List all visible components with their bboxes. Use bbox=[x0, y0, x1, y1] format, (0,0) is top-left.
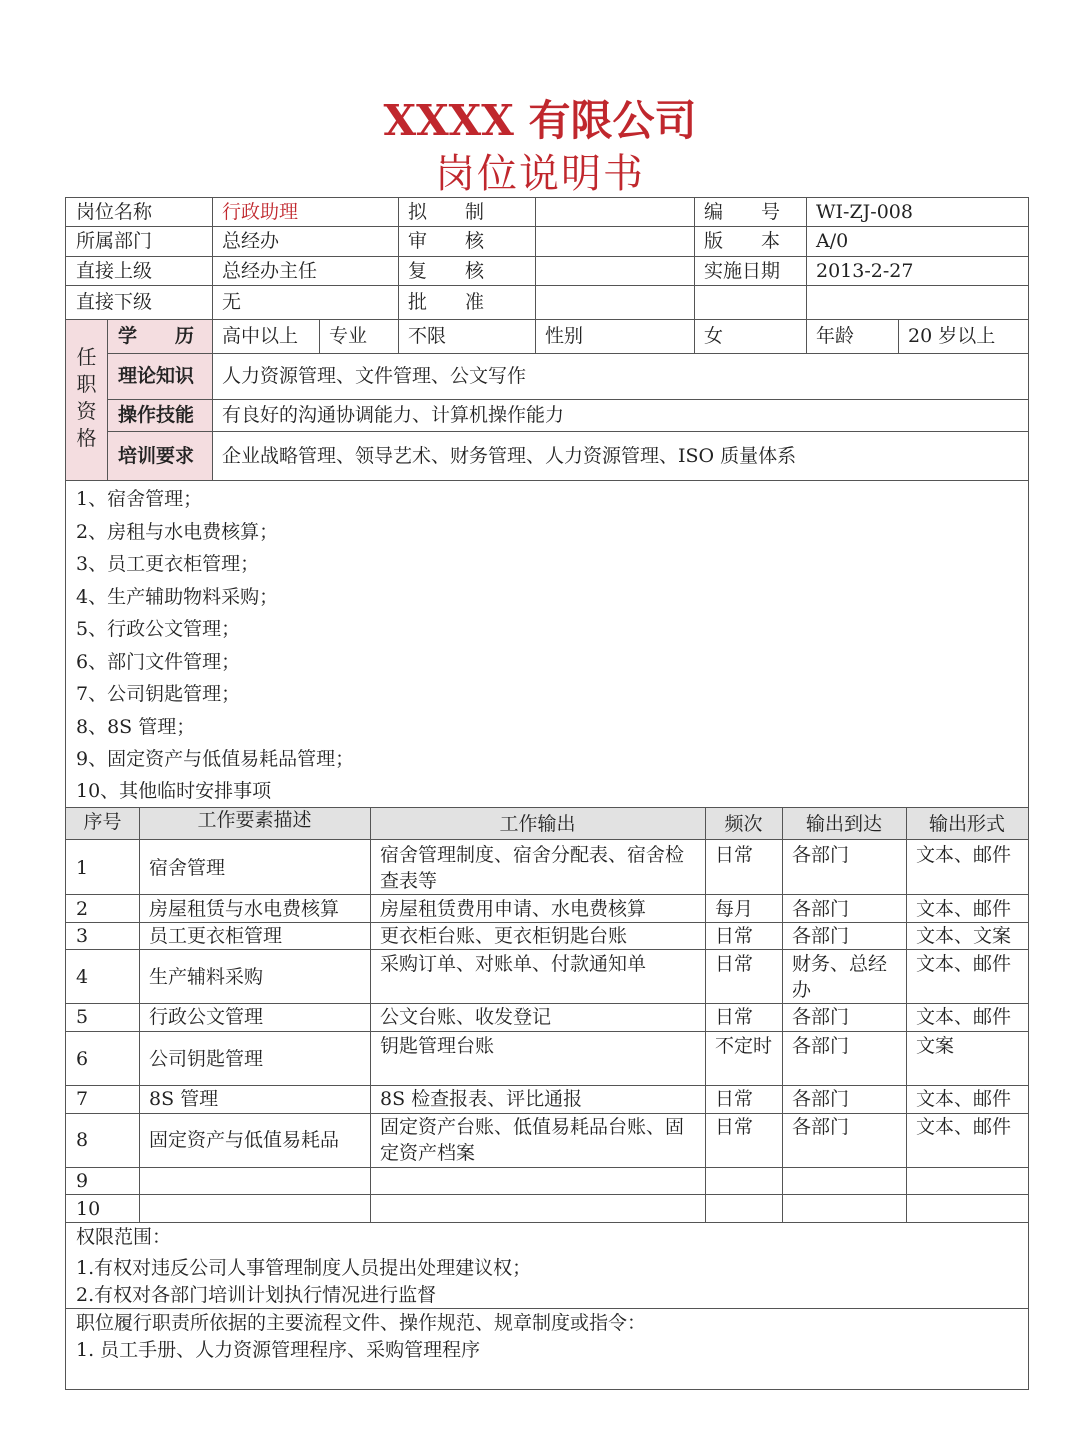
reviewer-label: 审 核 bbox=[408, 230, 485, 252]
table-row-destination: 各部门 bbox=[792, 1116, 850, 1138]
table-row-frequency: 不定时 bbox=[715, 1035, 773, 1057]
table-row-frequency: 日常 bbox=[715, 925, 754, 947]
education-label: 学 历 bbox=[118, 325, 195, 347]
table-row-number: 6 bbox=[76, 1048, 89, 1070]
basis-item: 1. 员工手册、人力资源管理程序、采购管理程序 bbox=[76, 1339, 481, 1361]
table-row-format: 文本、邮件 bbox=[916, 1088, 1012, 1110]
doc-number-label: 编 号 bbox=[704, 201, 781, 223]
gender-value: 女 bbox=[704, 325, 724, 347]
table-row-frequency: 日常 bbox=[715, 844, 754, 866]
table-row-destination: 各部门 bbox=[792, 925, 850, 947]
duty-item: 5、行政公文管理； bbox=[76, 618, 241, 640]
group-char-4: 格 bbox=[76, 426, 97, 450]
supervisor-label: 直接上级 bbox=[76, 260, 153, 282]
effective-date-value: 2013-2-27 bbox=[816, 260, 914, 282]
skills-label: 操作技能 bbox=[118, 404, 195, 426]
table-row-output: 采购订单、对账单、付款通知单 bbox=[380, 953, 647, 975]
table-row-number: 2 bbox=[76, 898, 89, 920]
table-row-destination: 财务、总经办 bbox=[792, 953, 888, 1001]
table-row-number: 7 bbox=[76, 1088, 89, 1110]
education-value: 高中以上 bbox=[222, 325, 299, 347]
table-row-description: 宿舍管理 bbox=[149, 857, 226, 879]
duty-item: 8、8S 管理； bbox=[76, 716, 196, 738]
col-header-number: 序号 bbox=[83, 811, 122, 833]
group-char-1: 任 bbox=[76, 345, 97, 369]
subordinate-label: 直接下级 bbox=[76, 291, 153, 313]
supervisor-value: 总经办主任 bbox=[222, 260, 318, 282]
authority-item: 1.有权对违反公司人事管理制度人员提出处理建议权； bbox=[76, 1257, 532, 1279]
authority-title: 权限范围： bbox=[76, 1226, 172, 1248]
table-row-number: 9 bbox=[76, 1170, 89, 1192]
table-row-description: 房屋租赁与水电费核算 bbox=[149, 898, 340, 920]
company-name: XXXX 有限公司 bbox=[383, 96, 697, 145]
table-row-number: 5 bbox=[76, 1006, 89, 1028]
major-label: 专业 bbox=[329, 325, 368, 347]
table-row-format: 文本、文案 bbox=[916, 925, 1012, 947]
authority-item: 2.有权对各部门培训计划执行情况进行监督 bbox=[76, 1284, 437, 1306]
table-row-format: 文本、邮件 bbox=[916, 953, 1012, 975]
table-row-destination: 各部门 bbox=[792, 898, 850, 920]
col-header-description: 工作要素描述 bbox=[197, 809, 312, 831]
table-row-description: 固定资产与低值易耗品 bbox=[149, 1129, 340, 1151]
table-row-output: 更衣柜台账、更衣柜钥匙台账 bbox=[380, 925, 628, 947]
table-row-description: 员工更衣柜管理 bbox=[149, 925, 283, 947]
table-row-frequency: 日常 bbox=[715, 1006, 754, 1028]
duty-item: 7、公司钥匙管理； bbox=[76, 683, 241, 705]
approver-label: 批 准 bbox=[408, 291, 485, 313]
training-value: 企业战略管理、领导艺术、财务管理、人力资源管理、ISO 质量体系 bbox=[222, 445, 797, 467]
table-row-format: 文案 bbox=[916, 1035, 955, 1057]
age-value: 20 岁以上 bbox=[908, 325, 996, 347]
table-row-output: 钥匙管理台账 bbox=[380, 1035, 495, 1057]
table-row-number: 3 bbox=[76, 925, 89, 947]
duty-item: 4、生产辅助物料采购； bbox=[76, 586, 279, 608]
version-value: A/0 bbox=[816, 230, 849, 252]
version-label: 版 本 bbox=[704, 230, 781, 252]
table-row-format: 文本、邮件 bbox=[916, 898, 1012, 920]
table-row-destination: 各部门 bbox=[792, 1088, 850, 1110]
table-row-description: 8S 管理 bbox=[149, 1088, 219, 1110]
col-header-output: 工作输出 bbox=[499, 813, 576, 835]
table-row-format: 文本、邮件 bbox=[916, 1006, 1012, 1028]
table-row-format: 文本、邮件 bbox=[916, 1116, 1012, 1138]
table-row-frequency: 日常 bbox=[715, 953, 754, 975]
table-row-output: 8S 检查报表、评比通报 bbox=[380, 1088, 583, 1110]
table-row-destination: 各部门 bbox=[792, 844, 850, 866]
qualification-group-label bbox=[66, 344, 107, 452]
table-row-output: 房屋租赁费用申请、水电费核算 bbox=[380, 898, 647, 920]
gender-label: 性别 bbox=[545, 325, 584, 347]
basis-title: 职位履行职责所依据的主要流程文件、操作规范、规章制度或指令： bbox=[76, 1312, 647, 1334]
job-title-value: 行政助理 bbox=[222, 201, 299, 223]
major-value: 不限 bbox=[408, 325, 447, 347]
duty-item: 3、员工更衣柜管理； bbox=[76, 553, 260, 575]
table-row-output: 固定资产台账、低值易耗品台账、固定资产档案 bbox=[380, 1116, 685, 1164]
skills-value: 有良好的沟通协调能力、计算机操作能力 bbox=[222, 404, 565, 426]
recheck-label: 复 核 bbox=[408, 260, 485, 282]
table-row-frequency: 日常 bbox=[715, 1116, 754, 1138]
training-label: 培训要求 bbox=[118, 445, 195, 467]
knowledge-value: 人力资源管理、文件管理、公文写作 bbox=[222, 365, 527, 387]
doc-number-value: WI-ZJ-008 bbox=[816, 201, 913, 223]
group-char-3: 资 bbox=[76, 399, 97, 423]
col-header-format: 输出形式 bbox=[928, 813, 1005, 835]
table-row-output: 宿舍管理制度、宿舍分配表、宿舍检查表等 bbox=[380, 844, 685, 892]
duty-item: 6、部门文件管理； bbox=[76, 651, 241, 673]
knowledge-label: 理论知识 bbox=[118, 365, 195, 387]
table-row-frequency: 每月 bbox=[715, 898, 754, 920]
table-row-number: 8 bbox=[76, 1129, 89, 1151]
table-row-destination: 各部门 bbox=[792, 1035, 850, 1057]
duty-item: 2、房租与水电费核算； bbox=[76, 521, 279, 543]
effective-date-label: 实施日期 bbox=[704, 260, 781, 282]
duty-item: 9、固定资产与低值易耗品管理； bbox=[76, 748, 355, 770]
table-row-description: 生产辅料采购 bbox=[149, 966, 264, 988]
subordinate-value: 无 bbox=[222, 291, 242, 313]
col-header-destination: 输出到达 bbox=[805, 813, 882, 835]
department-label: 所属部门 bbox=[76, 230, 153, 252]
job-title-label: 岗位名称 bbox=[76, 201, 153, 223]
table-row-frequency: 日常 bbox=[715, 1088, 754, 1110]
table-row-description: 公司钥匙管理 bbox=[149, 1048, 264, 1070]
drafter-label: 拟 制 bbox=[408, 201, 485, 223]
table-row-format: 文本、邮件 bbox=[916, 844, 1012, 866]
table-row-number: 4 bbox=[76, 966, 89, 988]
duty-item: 10、其他临时安排事项 bbox=[76, 780, 272, 802]
table-row-number: 1 bbox=[76, 857, 89, 879]
table-row-number: 10 bbox=[76, 1198, 101, 1220]
department-value: 总经办 bbox=[222, 230, 280, 252]
table-row-description: 行政公文管理 bbox=[149, 1006, 264, 1028]
group-char-2: 职 bbox=[76, 372, 97, 396]
duty-item: 1、宿舍管理； bbox=[76, 488, 203, 510]
age-label: 年龄 bbox=[816, 325, 855, 347]
document-title: 岗位说明书 bbox=[435, 151, 645, 197]
col-header-frequency: 频次 bbox=[724, 813, 763, 835]
table-row-output: 公文台账、收发登记 bbox=[380, 1006, 552, 1028]
table-row-destination: 各部门 bbox=[792, 1006, 850, 1028]
